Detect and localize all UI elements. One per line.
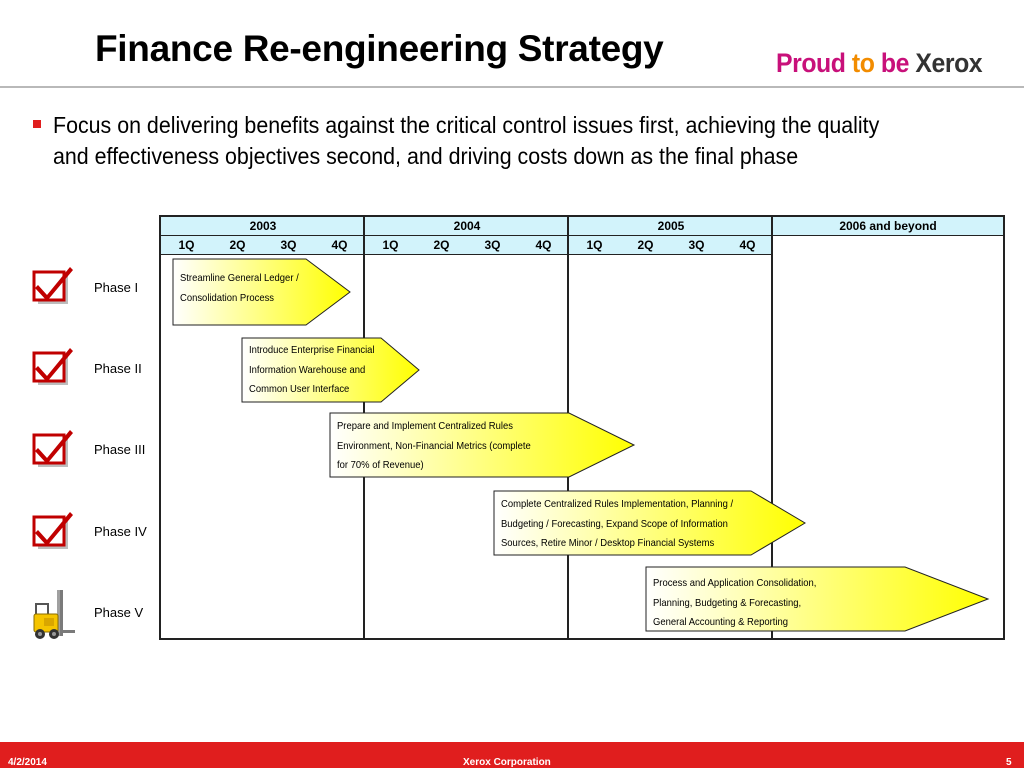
checkbox-checked-icon <box>30 428 76 470</box>
phase-arrow <box>493 490 807 556</box>
arrow-text <box>180 269 299 308</box>
slide-title: Finance Re-engineering Strategy <box>95 28 664 69</box>
logo-word-xerox: Xerox <box>915 48 983 78</box>
arrow-line: General Accounting & Reporting <box>653 616 789 628</box>
year-header-2004: 2004 <box>365 217 569 236</box>
logo-word-be: be <box>880 48 909 78</box>
quarter-label: 4Q <box>535 238 552 252</box>
header-divider <box>0 86 1024 88</box>
year-header-2006-beyond: 2006 and beyond <box>773 217 1003 236</box>
bullet-text: Focus on delivering benefits against the critical control issues first, achieving the quality and effectiveness objectives second, and driving costs down as the final phase <box>53 112 880 169</box>
logo-word-to: to <box>851 48 875 78</box>
quarter-label: 2Q <box>433 238 450 252</box>
footer-bar <box>0 742 1024 768</box>
footer-date: 4/2/2014 <box>8 757 47 768</box>
arrow-line: Streamline General Ledger / <box>180 272 299 284</box>
quarter-header-row <box>161 236 773 255</box>
quarter-label: 4Q <box>331 238 348 252</box>
phase-label: Phase II <box>94 361 142 376</box>
arrow-text <box>653 574 816 633</box>
phase-arrow <box>645 566 990 632</box>
checkbox-checked-icon <box>30 265 76 307</box>
arrow-line: Planning, Budgeting & Forecasting, <box>653 596 802 609</box>
arrow-text <box>337 417 531 476</box>
quarter-label: 4Q <box>739 238 756 252</box>
year-header-2003: 2003 <box>161 217 365 236</box>
xerox-logo <box>776 48 982 79</box>
footer-page-number: 5 <box>1006 757 1012 768</box>
quarter-label: 3Q <box>688 238 705 252</box>
arrow-text <box>501 495 733 554</box>
arrow-line: Budgeting / Forecasting, Expand Scope of Information <box>501 517 728 530</box>
arrow-text <box>249 341 375 400</box>
quarter-label: 1Q <box>178 238 195 252</box>
phase-arrow <box>241 337 421 403</box>
checkbox-checked-icon <box>30 510 76 552</box>
quarter-label: 2Q <box>637 238 654 252</box>
arrow-line: Process and Application Consolidation, <box>653 577 817 589</box>
quarter-label: 2Q <box>229 238 246 252</box>
logo-word-proud: Proud <box>776 48 846 78</box>
arrow-line: Consolidation Process <box>180 291 275 304</box>
arrow-line: Information Warehouse and <box>249 363 366 376</box>
year-header-2005: 2005 <box>569 217 773 236</box>
phase-label: Phase III <box>94 442 146 457</box>
phase-label: Phase I <box>94 280 139 295</box>
arrow-line: Sources, Retire Minor / Desktop Financial Systems <box>501 537 715 549</box>
arrow-line: for 70% of Revenue) <box>337 459 424 471</box>
arrow-line: Prepare and Implement Centralized Rules <box>337 420 513 432</box>
quarter-label: 3Q <box>484 238 501 252</box>
arrow-line: Complete Centralized Rules Implementation, Planning / <box>501 498 734 510</box>
phase-label: Phase V <box>94 605 144 620</box>
arrow-line: Common User Interface <box>249 383 350 395</box>
phase-arrow <box>172 258 352 326</box>
arrow-line: Introduce Enterprise Financial <box>249 344 375 356</box>
phase-label: Phase IV <box>94 524 147 539</box>
quarter-label: 1Q <box>382 238 399 252</box>
checkbox-checked-icon <box>30 346 76 388</box>
quarter-label: 1Q <box>586 238 603 252</box>
bullet-square-icon <box>33 120 41 128</box>
forklift-icon <box>30 588 76 642</box>
phase-arrow <box>329 412 636 478</box>
footer-company: Xerox Corporation <box>463 757 551 768</box>
arrow-line: Environment, Non-Financial Metrics (complete <box>337 439 531 452</box>
quarter-label: 3Q <box>280 238 297 252</box>
